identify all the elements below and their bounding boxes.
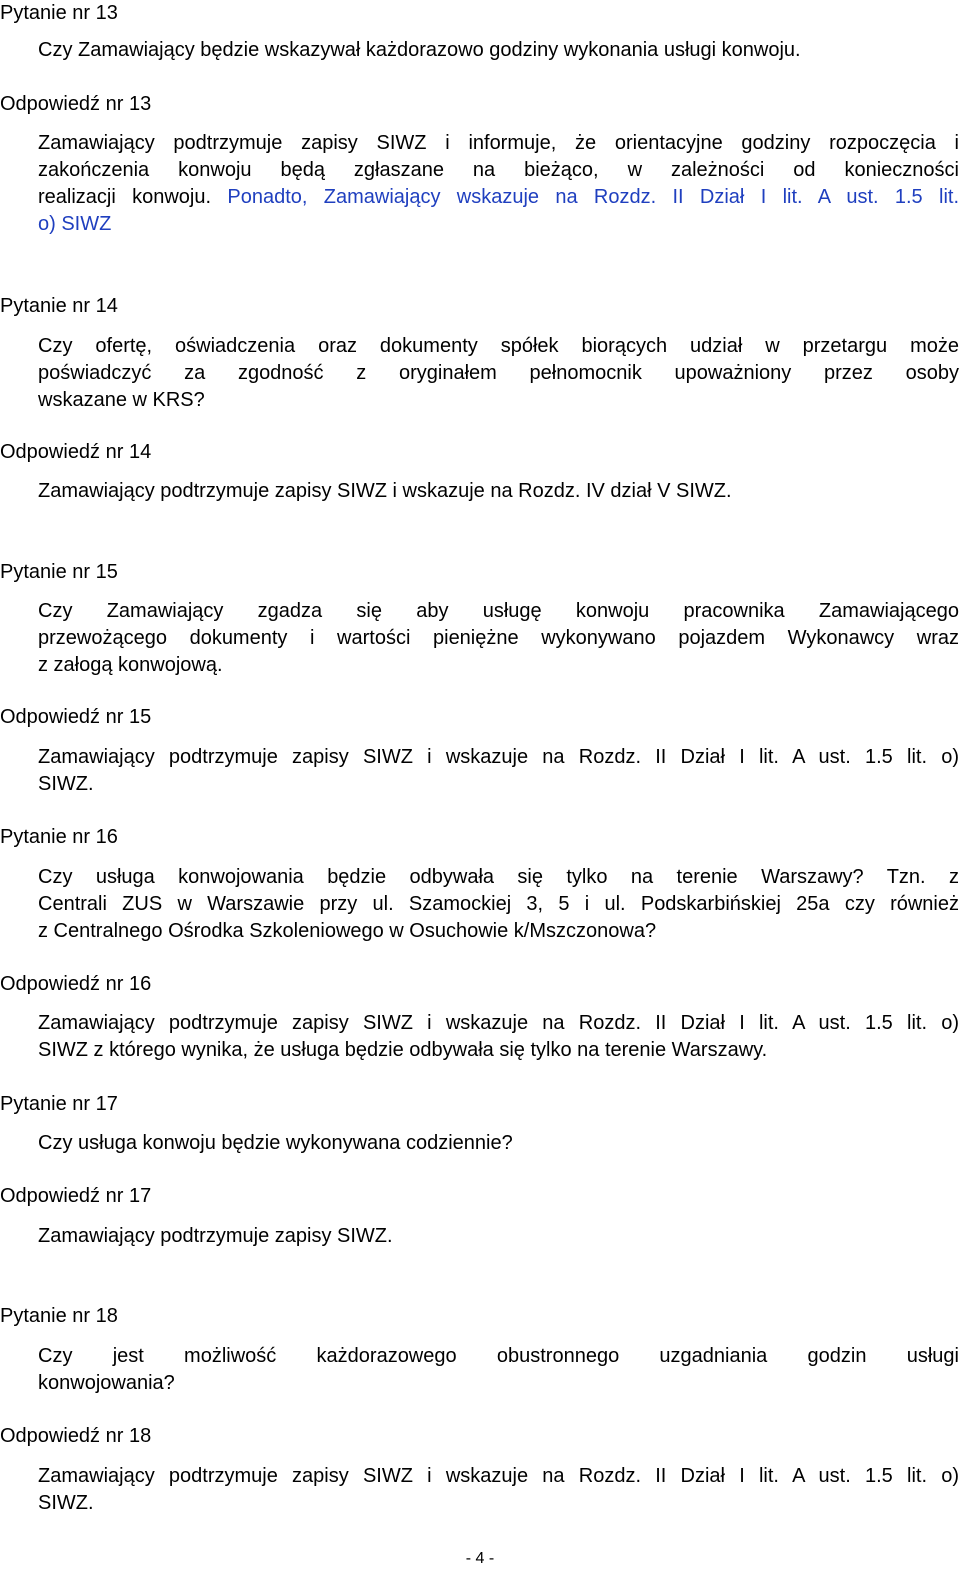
text-line: poświadczyć za zgodność z oryginałem pełnomocnik upoważniony przez osoby [38, 362, 959, 384]
text-line: Zamawiający podtrzymuje zapisy SIWZ i wskazuje na Rozdz. II Dział I lit. A ust. 1.5 lit. o) [38, 746, 959, 768]
answer-18-text [38, 1463, 959, 1517]
answer-14-text [38, 478, 959, 505]
text-line: SIWZ. [38, 1492, 94, 1514]
text-line: Zamawiający podtrzymuje zapisy SIWZ i wskazuje na Rozdz. II Dział I lit. A ust. 1.5 lit. o) [38, 1012, 959, 1034]
text-line: SIWZ z którego wynika, że usługa będzie odbywała się tylko na terenie Warszawy. [38, 1039, 768, 1061]
question-13-text [38, 37, 959, 64]
question-15-text [38, 598, 959, 679]
question-15-heading: Pytanie nr 15 [0, 561, 118, 583]
answer-14-heading: Odpowiedź nr 14 [0, 441, 152, 463]
question-16-heading: Pytanie nr 16 [0, 826, 118, 848]
answer-15-text [38, 744, 959, 798]
question-14-text [38, 333, 959, 414]
answer-13-text [38, 130, 959, 238]
question-13-heading: Pytanie nr 13 [0, 2, 118, 24]
text-line: Zamawiający podtrzymuje zapisy SIWZ i wskazuje na Rozdz. IV dział V SIWZ. [38, 480, 732, 502]
question-18-text [38, 1343, 959, 1397]
text-line: Czy Zamawiający zgadza się aby usługę konwoju pracownika Zamawiającego [38, 600, 959, 622]
text-line: Zamawiający podtrzymuje zapisy SIWZ i wskazuje na Rozdz. II Dział I lit. A ust. 1.5 lit. o) [38, 1465, 959, 1487]
text-line: z załogą konwojową. [38, 654, 223, 676]
answer-17-heading: Odpowiedź nr 17 [0, 1185, 152, 1207]
text-line: konwojowania? [38, 1372, 175, 1394]
text-line: z Centralnego Ośrodka Szkoleniowego w Osuchowie k/Mszczonowa? [38, 920, 657, 942]
text-line: Czy Zamawiający będzie wskazywał każdorazowo godziny wykonania usługi konwoju. [38, 39, 801, 61]
answer-16-text [38, 1010, 959, 1064]
highlighted-reference-end: o) SIWZ [38, 213, 112, 235]
text-line: Czy ofertę, oświadczenia oraz dokumenty spółek biorących udział w przetargu może [38, 335, 959, 357]
text-line: Czy usługa konwojowania będzie odbywała się tylko na terenie Warszawy? Tzn. z [38, 866, 959, 888]
answer-13-heading: Odpowiedź nr 13 [0, 93, 152, 115]
text-line: Czy jest możliwość każdorazowego obustronnego uzgadniania godzin usługi [38, 1345, 959, 1367]
page-number: - 4 - [465, 1550, 495, 1567]
question-17-text [38, 1130, 959, 1157]
text-line [38, 184, 959, 211]
text-line: wskazane w KRS? [38, 389, 205, 411]
highlighted-reference: Ponadto, Zamawiający wskazuje na Rozdz. II Dział I lit. A ust. 1.5 lit. [227, 186, 960, 208]
answer-18-heading: Odpowiedź nr 18 [0, 1425, 152, 1447]
question-16-text [38, 864, 959, 945]
text-line: Centrali ZUS w Warszawie przy ul. Szamockiej 3, 5 i ul. Podskarbińskiej 25a czy również [38, 893, 959, 915]
text-line: przewożącego dokumenty i wartości pieniężne wykonywano pojazdem Wykonawcy wraz [38, 627, 959, 649]
question-17-heading: Pytanie nr 17 [0, 1093, 118, 1115]
answer-16-heading: Odpowiedź nr 16 [0, 973, 152, 995]
text-line: Zamawiający podtrzymuje zapisy SIWZ. [38, 1225, 393, 1247]
text-line: SIWZ. [38, 773, 94, 795]
text-line-part: realizacji konwoju. [38, 186, 212, 208]
question-18-heading: Pytanie nr 18 [0, 1305, 118, 1327]
text-line: Czy usługa konwoju będzie wykonywana codziennie? [38, 1132, 513, 1154]
text-line: zakończenia konwoju będą zgłaszane na bieżąco, w zależności od konieczności [38, 159, 959, 181]
text-line: Zamawiający podtrzymuje zapisy SIWZ i informuje, że orientacyjne godziny rozpoczęcia i [38, 132, 959, 154]
question-14-heading: Pytanie nr 14 [0, 295, 118, 317]
answer-17-text [38, 1223, 959, 1250]
answer-15-heading: Odpowiedź nr 15 [0, 706, 152, 728]
